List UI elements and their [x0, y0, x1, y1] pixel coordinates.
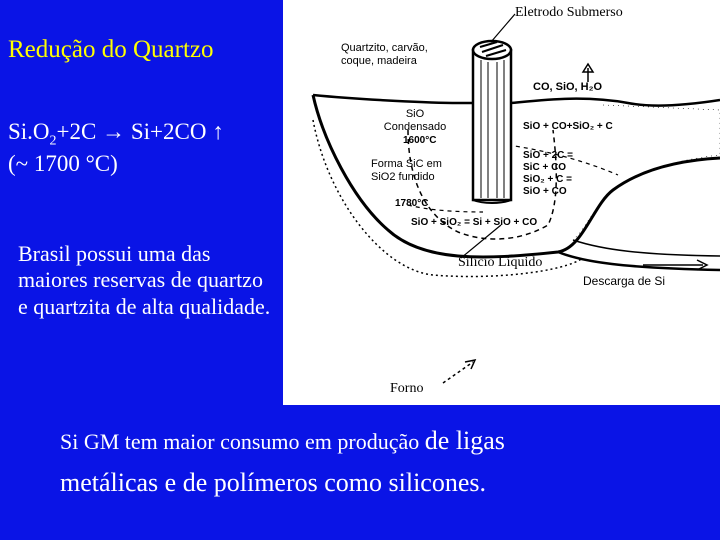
- label-charge: [341, 42, 428, 68]
- equation-line: [8, 118, 224, 150]
- label-temp-1780: 1780°C: [395, 198, 429, 209]
- bottom-statement: [60, 420, 700, 503]
- label-furnace: Forno: [390, 381, 424, 396]
- label-reaction-mid4: SiO + CO: [523, 186, 567, 197]
- bottom-text-part2: de ligas: [424, 426, 505, 455]
- liquid-silicon-pointer: [461, 225, 501, 258]
- equation-reactant: Si.O: [8, 119, 50, 144]
- label-sio-line2: Condensado: [383, 121, 447, 133]
- label-reaction-mid1: SiO + 2C =: [523, 150, 574, 161]
- electrode: [473, 41, 511, 203]
- label-reaction-mid3: SiO₂ + C =: [523, 174, 572, 185]
- label-sic-formation: [371, 158, 442, 184]
- brazil-reserves-note: Brasil possui uma das maiores reservas de quartzo e quartzita de alta qualidade.: [18, 241, 271, 319]
- slide-title: Redução do Quartzo: [8, 36, 214, 63]
- label-reaction-top: SiO + CO+SiO₂ + C: [523, 121, 613, 132]
- electrode-pointer: [491, 14, 515, 42]
- label-reaction-mid: [523, 150, 573, 198]
- equation-temperature: (~ 1700 °C): [8, 151, 118, 177]
- bottom-text-part3: metálicas e de polímeros como silicones.: [60, 467, 486, 497]
- label-reaction-mid2: SiC + CO: [523, 162, 567, 173]
- charge-surface: [313, 95, 720, 106]
- label-sic-line1: Forma SiC em: [371, 158, 442, 170]
- label-gases: CO, SiO, H₂O: [533, 81, 603, 93]
- equation-products: +2C → Si+2CO ↑: [56, 119, 224, 144]
- label-sic-line2: SiO2 fundido: [371, 171, 435, 183]
- label-electrode: Eletrodo Submerso: [515, 5, 623, 20]
- furnace-diagram: [283, 0, 720, 405]
- equation-subscript: 2: [49, 133, 57, 149]
- label-sio-condensed: [375, 108, 455, 134]
- label-reaction-bottom: SiO + SiO₂ = Si + SiO + CO: [411, 217, 538, 228]
- bottom-text-part1: Si GM tem maior consumo em produção: [60, 429, 425, 454]
- discharge-channel: [558, 252, 720, 270]
- label-charge-line1: Quartzito, carvão,: [341, 42, 428, 54]
- label-discharge: Descarga de Si: [583, 274, 666, 288]
- label-temp-1600: 1600°C: [403, 135, 437, 146]
- reaction-equation: [8, 118, 224, 179]
- label-sio-line1: SiO: [405, 108, 425, 120]
- label-liquid-silicon: Silício Líquido: [458, 255, 543, 270]
- label-charge-line2: coque, madeira: [341, 55, 417, 67]
- gas-arrow: [583, 64, 593, 82]
- furnace-pointer: [443, 362, 473, 383]
